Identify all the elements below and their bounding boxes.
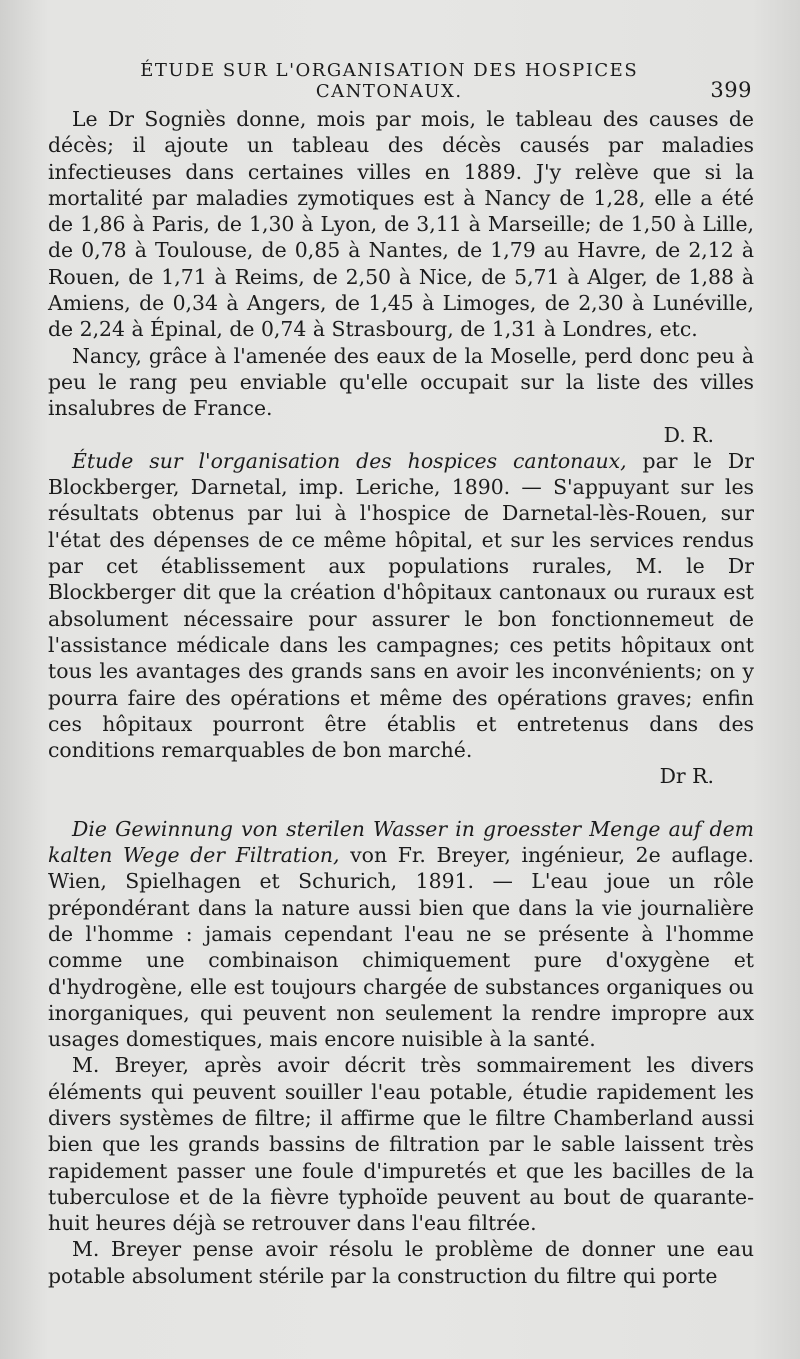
running-header [48, 60, 752, 102]
page-number: 399 [710, 78, 752, 102]
signature-row-2 [48, 763, 754, 789]
signature-drr: Dr R. [659, 764, 714, 789]
review-filtration-body: von Fr. Breyer, ingénieur, 2e auflage. Wien, Spielhagen et Schurich, 1891. — L'eau joue un rôle prépondérant dans la nature aussi bien que dans la vie journalière de l'homme : jamais cependant l'eau ne se présente à l'homme comme une combinaison chimiquement pure d'oxygène et d'hydrogène, elle est toujours chargée de substances organiques ou inorganiques, qui peuvent non seulement la rendre impropre aux usages domestiques, mais encore nuisible à la santé. [48, 843, 754, 1052]
paragraph-breyer-filters: M. Breyer, après avoir décrit très sommairement les divers éléments qui peuvent souiller l'eau potable, étudie rapidement les divers systèmes de filtre; il affirme que le filtre Chamberland aussi bien que les grands bassins de filtration par le sable laissent très rapidement passer une foule d'impuretés et que les bacilles de la tuberculose et de la fièvre typhoïde peuvent au bout de quarante-huit heures déjà se retrouver dans l'eau filtrée. [48, 1053, 754, 1236]
page-body [48, 106, 754, 1289]
review-filtration-title: Die Gewinnung von sterilen Wasser in groesster Menge auf dem kalten Wege der Filtration, [48, 816, 754, 868]
paragraph-mortality: Le Dr Sogniès donne, mois par mois, le tableau des causes de décès; il ajoute un tableau des décès causés par maladies infectieuses dans certaines villes en 1889. J'y relève que si la mortalité par maladies zymotiques est à Nancy de 1,28, elle a été de 1,86 à Paris, de 1,30 à Lyon, de 3,11 à Marseille; de 1,50 à Lille, de 0,78 à Toulouse, de 0,85 à Nantes, de 1,79 au Havre, de 2,12 à Rouen, de 1,71 à Reims, de 2,50 à Nice, de 5,71 à Alger, de 1,88 à Amiens, de 0,34 à Angers, de 1,45 à Limoges, de 2,30 à Lunéville, de 2,24 à Épinal, de 0,74 à Strasbourg, de 1,31 à Londres, etc. [48, 107, 754, 342]
paragraph-nancy [48, 343, 754, 422]
paragraph-breyer-problem: M. Breyer pense avoir résolu le problème de donner une eau potable absolument stérile par la construction du filtre qui porte [48, 1237, 754, 1288]
review-hospices-title: Étude sur l'organisation des hospices cantonaux, [72, 448, 627, 473]
review-filtration [48, 816, 754, 1053]
paragraph-nancy-text: Nancy, grâce à l'amenée des eaux de la Moselle, perd donc peu à peu le rang peu enviable qu'elle occupait sur la liste des villes insalubres de France. [48, 343, 754, 421]
signature-dr: D. R. [663, 422, 714, 447]
review-hospices [48, 448, 754, 764]
running-title: ÉTUDE SUR L'ORGANISATION DES HOSPICES CANTONAUX. [140, 60, 639, 102]
review-hospices-body: par le Dr Blockberger, Darnetal, imp. Leriche, 1890. — S'appuyant sur les résultats obtenus par lui à l'hospice de Darnetal-lès-Rouen, sur l'état des dépenses de ce même hôpital, et sur les services rendus par cet établissement aux populations rurales, M. le Dr Blockberger dit que la création d'hôpitaux cantonaux ou ruraux est absolument nécessaire pour assurer le bon fonctionnemeut de l'assistance médicale dans les campagnes; ces petits hôpitaux ont tous les avantages des grands sans en avoir les inconvénients; on y pourra faire des opérations et même des opérations graves; enfin ces hôpitaux pourront être établis et entretenus dans des conditions remarquables de bon marché. [48, 448, 754, 763]
signature-row-1 [48, 422, 754, 448]
